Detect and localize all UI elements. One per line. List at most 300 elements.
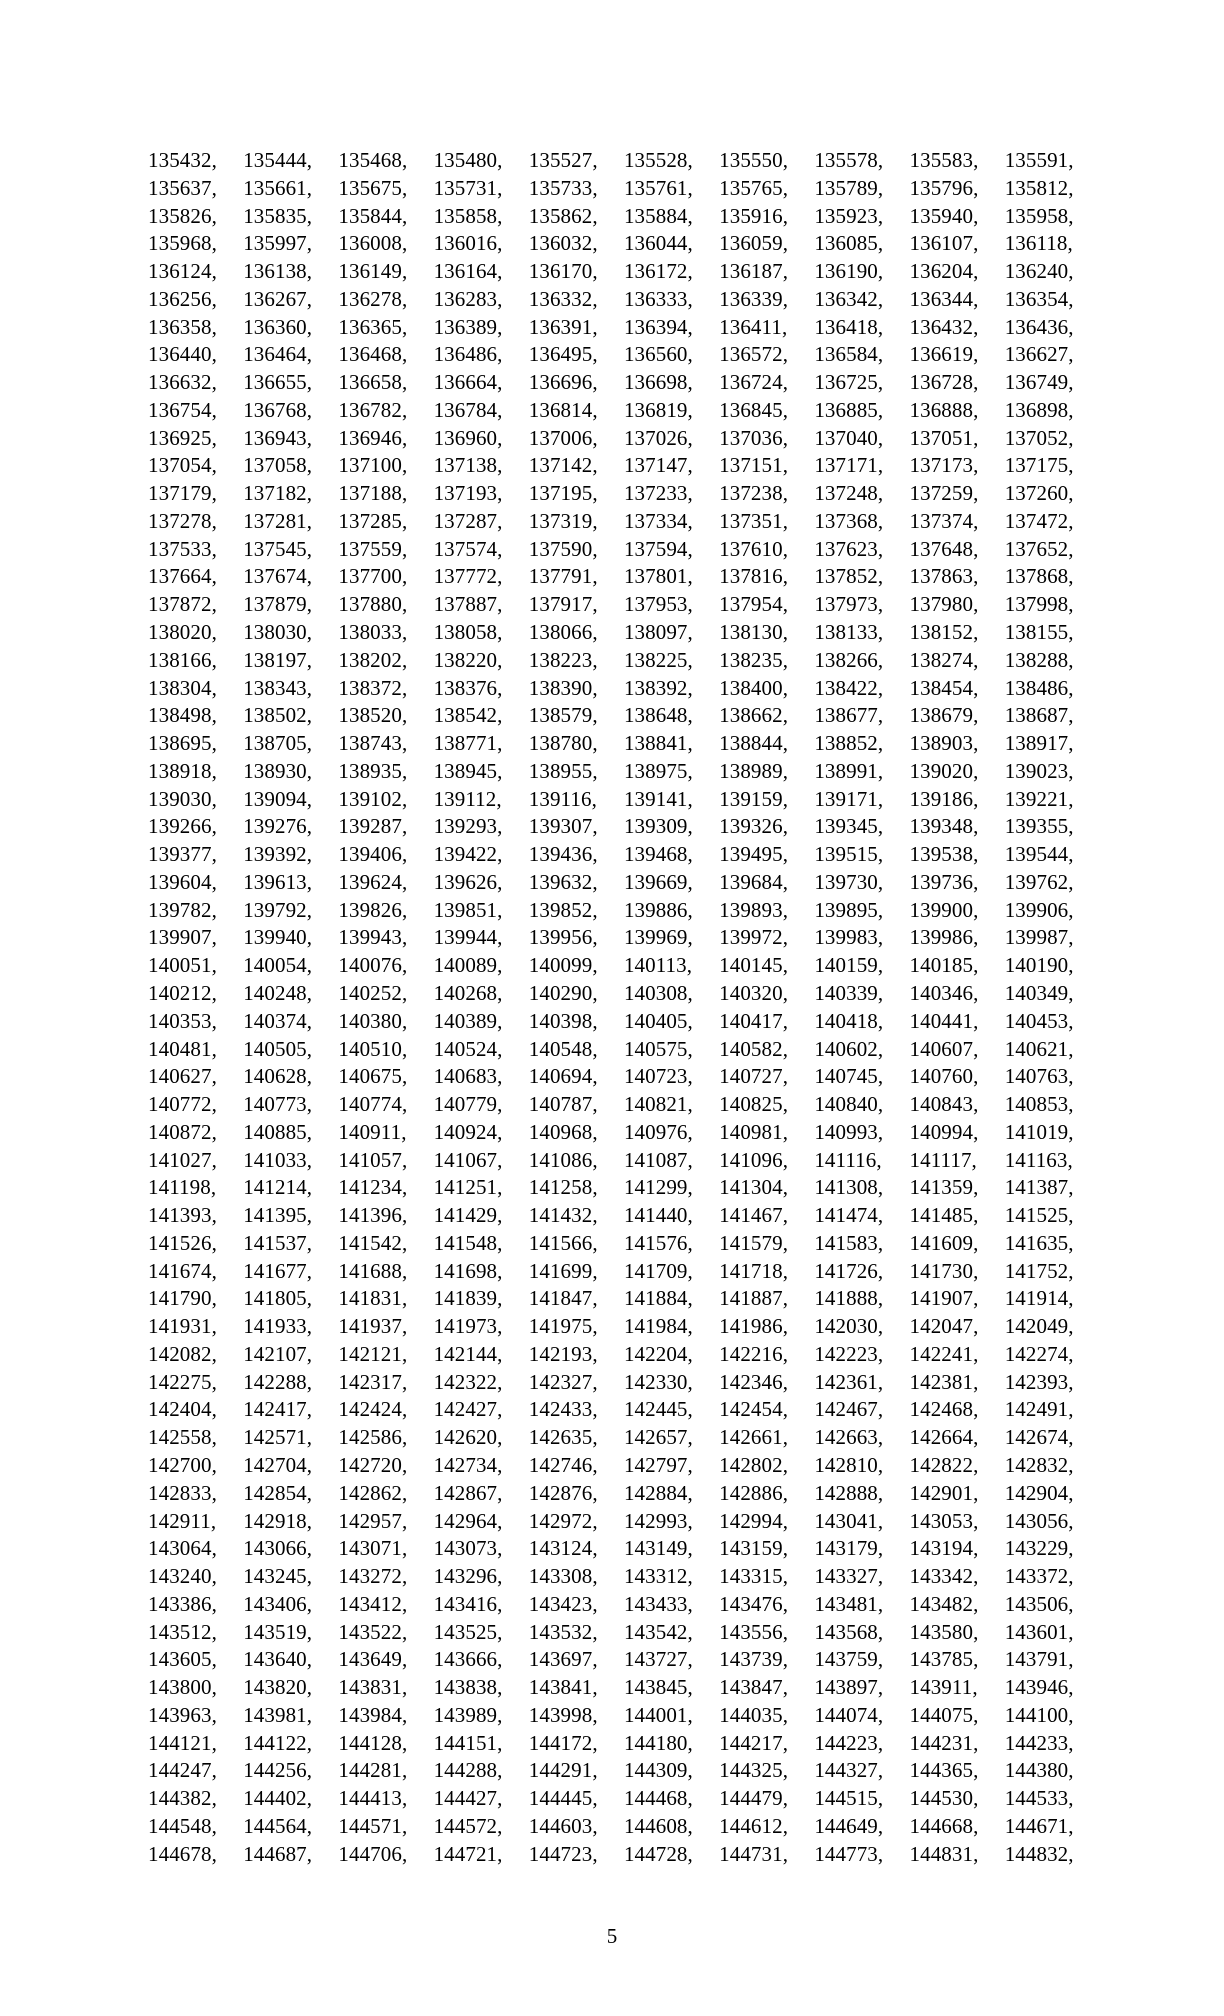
number-cell: 140076, bbox=[338, 953, 408, 978]
number-cell: 135591, bbox=[1004, 148, 1074, 172]
number-cell: 138454, bbox=[909, 675, 979, 700]
number-cell: 136754, bbox=[148, 397, 217, 422]
number-cell: 139276, bbox=[243, 814, 313, 839]
number-cell: 138989, bbox=[719, 758, 789, 783]
number-cell: 139436, bbox=[528, 842, 598, 867]
number-cell: 144075, bbox=[909, 1702, 979, 1727]
number-cell: 144180, bbox=[623, 1730, 693, 1755]
number-cell: 143605, bbox=[148, 1647, 217, 1672]
number-cell: 137816, bbox=[719, 564, 789, 589]
number-cell: 136124, bbox=[148, 259, 217, 284]
number-cell: 138223, bbox=[528, 647, 598, 672]
number-cell: 137674, bbox=[243, 564, 313, 589]
number-cell: 140760, bbox=[909, 1064, 979, 1089]
number-cell: 139987, bbox=[1004, 925, 1074, 950]
number-cell: 140374, bbox=[243, 1008, 313, 1033]
number-cell: 141214, bbox=[243, 1175, 313, 1200]
number-cell: 140968, bbox=[528, 1119, 598, 1144]
number-cell: 143423, bbox=[528, 1591, 598, 1616]
number-cell: 139900, bbox=[909, 897, 979, 922]
number-cell: 144172, bbox=[528, 1730, 598, 1755]
number-cell: 138852, bbox=[814, 731, 884, 756]
number-row bbox=[148, 869, 1100, 897]
number-cell: 143838, bbox=[433, 1675, 503, 1700]
number-cell: 144413, bbox=[338, 1786, 408, 1811]
number-cell: 138274, bbox=[909, 647, 979, 672]
number-cell: 143666, bbox=[433, 1647, 503, 1672]
number-cell: 140320, bbox=[719, 980, 789, 1005]
number-cell: 144001, bbox=[623, 1702, 693, 1727]
number-cell: 138502, bbox=[243, 703, 313, 728]
number-cell: 135733, bbox=[528, 175, 598, 200]
number-cell: 140843, bbox=[909, 1092, 979, 1117]
number-cell: 141933, bbox=[243, 1314, 313, 1339]
number-cell: 138662, bbox=[719, 703, 789, 728]
number-cell: 140675, bbox=[338, 1064, 408, 1089]
number-cell: 136032, bbox=[528, 231, 598, 256]
number-cell: 142884, bbox=[623, 1480, 693, 1505]
number-row bbox=[148, 1563, 1100, 1591]
number-row bbox=[148, 730, 1100, 758]
number-row bbox=[148, 1230, 1100, 1258]
number-cell: 143053, bbox=[909, 1508, 979, 1533]
number-cell: 140248, bbox=[243, 980, 313, 1005]
number-cell: 140389, bbox=[433, 1008, 503, 1033]
number-cell: 138066, bbox=[528, 620, 598, 645]
number-cell: 138235, bbox=[719, 647, 789, 672]
number-cell: 142876, bbox=[528, 1480, 598, 1505]
number-cell: 138780, bbox=[528, 731, 598, 756]
number-cell: 143739, bbox=[719, 1647, 789, 1672]
number-cell: 144649, bbox=[814, 1813, 884, 1838]
number-cell: 141839, bbox=[433, 1286, 503, 1311]
number-cell: 137852, bbox=[814, 564, 884, 589]
number-cell: 137040, bbox=[814, 425, 884, 450]
number-cell: 143041, bbox=[814, 1508, 884, 1533]
number-cell: 141258, bbox=[528, 1175, 598, 1200]
number-cell: 136440, bbox=[148, 342, 217, 367]
number-cell: 136436, bbox=[1004, 314, 1074, 339]
number-cell: 143327, bbox=[814, 1564, 884, 1589]
number-row bbox=[148, 1174, 1100, 1202]
number-cell: 140683, bbox=[433, 1064, 503, 1089]
number-cell: 144128, bbox=[338, 1730, 408, 1755]
number-cell: 136278, bbox=[338, 286, 408, 311]
number-cell: 135528, bbox=[623, 148, 693, 172]
number-cell: 142107, bbox=[243, 1341, 313, 1366]
number-cell: 136118, bbox=[1004, 231, 1073, 256]
number-cell: 135583, bbox=[909, 148, 979, 172]
number-cell: 136784, bbox=[433, 397, 503, 422]
number-cell: 139669, bbox=[623, 869, 693, 894]
number-cell: 141884, bbox=[623, 1286, 693, 1311]
number-row bbox=[148, 758, 1100, 786]
number-cell: 140872, bbox=[148, 1119, 217, 1144]
number-cell: 137319, bbox=[528, 508, 598, 533]
number-cell: 136333, bbox=[623, 286, 693, 311]
number-cell: 142427, bbox=[433, 1397, 503, 1422]
number-cell: 141709, bbox=[623, 1258, 693, 1283]
number-cell: 140774, bbox=[338, 1092, 408, 1117]
number-cell: 143194, bbox=[909, 1536, 979, 1561]
number-cell: 144671, bbox=[1004, 1813, 1074, 1838]
number-cell: 142797, bbox=[623, 1452, 693, 1477]
number-cell: 136391, bbox=[528, 314, 598, 339]
number-cell: 141579, bbox=[719, 1230, 789, 1255]
number-list bbox=[148, 147, 1100, 1868]
number-cell: 140051, bbox=[148, 953, 217, 978]
number-cell: 140911, bbox=[338, 1119, 407, 1144]
number-cell: 135480, bbox=[433, 148, 503, 172]
number-row bbox=[148, 1396, 1100, 1424]
number-cell: 136344, bbox=[909, 286, 979, 311]
number-cell: 143841, bbox=[528, 1675, 598, 1700]
number-row bbox=[148, 924, 1100, 952]
number-cell: 139972, bbox=[719, 925, 789, 950]
number-cell: 144217, bbox=[719, 1730, 789, 1755]
number-cell: 141429, bbox=[433, 1203, 503, 1228]
number-cell: 136885, bbox=[814, 397, 884, 422]
number-cell: 137652, bbox=[1004, 536, 1074, 561]
number-cell: 144530, bbox=[909, 1786, 979, 1811]
number-cell: 139906, bbox=[1004, 897, 1074, 922]
number-cell: 138097, bbox=[623, 620, 693, 645]
number-cell: 136256, bbox=[148, 286, 217, 311]
number-cell: 142993, bbox=[623, 1508, 693, 1533]
number-cell: 143512, bbox=[148, 1619, 217, 1644]
number-cell: 138520, bbox=[338, 703, 408, 728]
number-cell: 136584, bbox=[814, 342, 884, 367]
number-cell: 135444, bbox=[243, 148, 313, 172]
number-cell: 136085, bbox=[814, 231, 884, 256]
number-row bbox=[148, 1063, 1100, 1091]
number-cell: 137559, bbox=[338, 536, 408, 561]
number-cell: 137545, bbox=[243, 536, 313, 561]
number-cell: 143066, bbox=[243, 1536, 313, 1561]
number-row bbox=[148, 1619, 1100, 1647]
number-cell: 136432, bbox=[909, 314, 979, 339]
number-cell: 143433, bbox=[623, 1591, 693, 1616]
number-cell: 136845, bbox=[719, 397, 789, 422]
number-cell: 141440, bbox=[623, 1203, 693, 1228]
number-cell: 136172, bbox=[623, 259, 693, 284]
number-cell: 140924, bbox=[433, 1119, 503, 1144]
number-row bbox=[148, 1591, 1100, 1619]
number-cell: 144728, bbox=[623, 1841, 693, 1866]
number-cell: 142317, bbox=[338, 1369, 408, 1394]
number-cell: 143946, bbox=[1004, 1675, 1074, 1700]
number-cell: 136008, bbox=[338, 231, 408, 256]
number-cell: 135432, bbox=[148, 148, 217, 172]
number-cell: 140821, bbox=[623, 1092, 693, 1117]
number-cell: 142030, bbox=[814, 1314, 884, 1339]
number-row bbox=[148, 1702, 1100, 1730]
number-cell: 136365, bbox=[338, 314, 408, 339]
number-cell: 136190, bbox=[814, 259, 884, 284]
page-number: 5 bbox=[606, 1924, 618, 1948]
number-cell: 137880, bbox=[338, 592, 408, 617]
number-cell: 141888, bbox=[814, 1286, 884, 1311]
number-cell: 136495, bbox=[528, 342, 598, 367]
number-cell: 144468, bbox=[623, 1786, 693, 1811]
number-row bbox=[148, 452, 1100, 480]
number-cell: 136107, bbox=[909, 231, 979, 256]
number-cell: 141393, bbox=[148, 1203, 217, 1228]
number-cell: 143056, bbox=[1004, 1508, 1074, 1533]
number-cell: 141432, bbox=[528, 1203, 598, 1228]
number-cell: 135958, bbox=[1004, 203, 1074, 228]
number-cell: 143073, bbox=[433, 1536, 503, 1561]
number-cell: 141467, bbox=[719, 1203, 789, 1228]
number-cell: 137100, bbox=[338, 453, 408, 478]
number-cell: 135637, bbox=[148, 175, 217, 200]
number-cell: 144603, bbox=[528, 1813, 598, 1838]
number-cell: 141688, bbox=[338, 1258, 408, 1283]
number-cell: 141542, bbox=[338, 1230, 408, 1255]
number-cell: 137574, bbox=[433, 536, 503, 561]
number-cell: 136724, bbox=[719, 370, 789, 395]
number-cell: 141831, bbox=[338, 1286, 408, 1311]
number-cell: 138058, bbox=[433, 620, 503, 645]
number-cell: 143963, bbox=[148, 1702, 217, 1727]
number-cell: 144231, bbox=[909, 1730, 979, 1755]
number-cell: 136725, bbox=[814, 370, 884, 395]
number-cell: 138975, bbox=[623, 758, 693, 783]
number-row bbox=[148, 1813, 1100, 1841]
number-cell: 141163, bbox=[1004, 1147, 1073, 1172]
number-cell: 143981, bbox=[243, 1702, 313, 1727]
number-cell: 140694, bbox=[528, 1064, 598, 1089]
number-cell: 144668, bbox=[909, 1813, 979, 1838]
number-cell: 140621, bbox=[1004, 1036, 1074, 1061]
number-cell: 143532, bbox=[528, 1619, 598, 1644]
number-cell: 139377, bbox=[148, 842, 217, 867]
number-cell: 138542, bbox=[433, 703, 503, 728]
number-cell: 142802, bbox=[719, 1452, 789, 1477]
number-cell: 139094, bbox=[243, 786, 313, 811]
number-cell: 135796, bbox=[909, 175, 979, 200]
number-cell: 135940, bbox=[909, 203, 979, 228]
number-cell: 141474, bbox=[814, 1203, 884, 1228]
number-cell: 141718, bbox=[719, 1258, 789, 1283]
number-cell: 136768, bbox=[243, 397, 313, 422]
number-cell: 142862, bbox=[338, 1480, 408, 1505]
number-cell: 139944, bbox=[433, 925, 503, 950]
number-cell: 140607, bbox=[909, 1036, 979, 1061]
number-cell: 141067, bbox=[433, 1147, 503, 1172]
number-cell: 136418, bbox=[814, 314, 884, 339]
number-cell: 140885, bbox=[243, 1119, 313, 1144]
number-cell: 144327, bbox=[814, 1758, 884, 1783]
number-cell: 136943, bbox=[243, 425, 313, 450]
number-cell: 143727, bbox=[623, 1647, 693, 1672]
number-row bbox=[148, 536, 1100, 564]
number-cell: 135765, bbox=[719, 175, 789, 200]
number-cell: 142361, bbox=[814, 1369, 884, 1394]
number-cell: 136360, bbox=[243, 314, 313, 339]
number-cell: 140481, bbox=[148, 1036, 217, 1061]
number-row bbox=[148, 647, 1100, 675]
number-cell: 138579, bbox=[528, 703, 598, 728]
number-cell: 141907, bbox=[909, 1286, 979, 1311]
number-row bbox=[148, 591, 1100, 619]
number-cell: 144365, bbox=[909, 1758, 979, 1783]
number-cell: 141299, bbox=[623, 1175, 693, 1200]
number-cell: 142274, bbox=[1004, 1341, 1074, 1366]
number-cell: 140290, bbox=[528, 980, 598, 1005]
number-cell: 139538, bbox=[909, 842, 979, 867]
number-row bbox=[148, 1757, 1100, 1785]
number-cell: 143372, bbox=[1004, 1564, 1074, 1589]
number-cell: 136394, bbox=[623, 314, 693, 339]
number-cell: 140840, bbox=[814, 1092, 884, 1117]
number-cell: 143296, bbox=[433, 1564, 503, 1589]
number-cell: 137533, bbox=[148, 536, 217, 561]
number-cell: 137285, bbox=[338, 508, 408, 533]
number-cell: 144223, bbox=[814, 1730, 884, 1755]
number-cell: 140772, bbox=[148, 1092, 217, 1117]
number-cell: 141116, bbox=[814, 1147, 882, 1172]
number-cell: 141548, bbox=[433, 1230, 503, 1255]
number-cell: 142445, bbox=[623, 1397, 693, 1422]
number-row bbox=[148, 1341, 1100, 1369]
number-cell: 137052, bbox=[1004, 425, 1074, 450]
number-cell: 140773, bbox=[243, 1092, 313, 1117]
number-cell: 137590, bbox=[528, 536, 598, 561]
number-cell: 139171, bbox=[814, 786, 884, 811]
number-cell: 139307, bbox=[528, 814, 598, 839]
number-cell: 136411, bbox=[719, 314, 788, 339]
number-cell: 141019, bbox=[1004, 1119, 1074, 1144]
number-cell: 138304, bbox=[148, 675, 217, 700]
number-cell: 142204, bbox=[623, 1341, 693, 1366]
number-cell: 142558, bbox=[148, 1425, 217, 1450]
number-cell: 137171, bbox=[814, 453, 884, 478]
number-cell: 139792, bbox=[243, 897, 313, 922]
number-cell: 137664, bbox=[148, 564, 217, 589]
number-cell: 140779, bbox=[433, 1092, 503, 1117]
number-cell: 139515, bbox=[814, 842, 884, 867]
number-cell: 142433, bbox=[528, 1397, 598, 1422]
number-cell: 138392, bbox=[623, 675, 693, 700]
number-cell: 137054, bbox=[148, 453, 217, 478]
number-cell: 140417, bbox=[719, 1008, 789, 1033]
number-cell: 142886, bbox=[719, 1480, 789, 1505]
number-row bbox=[148, 841, 1100, 869]
number-cell: 138695, bbox=[148, 731, 217, 756]
number-cell: 140582, bbox=[719, 1036, 789, 1061]
number-cell: 137374, bbox=[909, 508, 979, 533]
number-cell: 141576, bbox=[623, 1230, 693, 1255]
number-cell: 142911, bbox=[148, 1508, 217, 1533]
number-cell: 143416, bbox=[433, 1591, 503, 1616]
number-cell: 142994, bbox=[719, 1508, 789, 1533]
number-cell: 135527, bbox=[528, 148, 598, 172]
number-cell: 143820, bbox=[243, 1675, 313, 1700]
number-cell: 135789, bbox=[814, 175, 884, 200]
number-cell: 142832, bbox=[1004, 1452, 1074, 1477]
number-cell: 143847, bbox=[719, 1675, 789, 1700]
number-cell: 140308, bbox=[623, 980, 693, 1005]
number-cell: 143149, bbox=[623, 1536, 693, 1561]
number-cell: 141984, bbox=[623, 1314, 693, 1339]
number-cell: 143759, bbox=[814, 1647, 884, 1672]
number-row bbox=[148, 341, 1100, 369]
number-cell: 142833, bbox=[148, 1480, 217, 1505]
number-cell: 138133, bbox=[814, 620, 884, 645]
number-cell: 140505, bbox=[243, 1036, 313, 1061]
number-cell: 141914, bbox=[1004, 1286, 1074, 1311]
number-cell: 140628, bbox=[243, 1064, 313, 1089]
number-cell: 138844, bbox=[719, 731, 789, 756]
number-cell: 136358, bbox=[148, 314, 217, 339]
number-cell: 140787, bbox=[528, 1092, 598, 1117]
number-row bbox=[148, 480, 1100, 508]
number-cell: 139406, bbox=[338, 842, 408, 867]
number-cell: 138372, bbox=[338, 675, 408, 700]
number-cell: 144515, bbox=[814, 1786, 884, 1811]
number-cell: 142468, bbox=[909, 1397, 979, 1422]
number-cell: 139287, bbox=[338, 814, 408, 839]
number-cell: 137238, bbox=[719, 481, 789, 506]
number-cell: 143482, bbox=[909, 1591, 979, 1616]
number-row bbox=[148, 1119, 1100, 1147]
number-cell: 136960, bbox=[433, 425, 503, 450]
number-cell: 136283, bbox=[433, 286, 503, 311]
number-cell: 142121, bbox=[338, 1341, 408, 1366]
number-cell: 138991, bbox=[814, 758, 884, 783]
number-cell: 137259, bbox=[909, 481, 979, 506]
number-cell: 143791, bbox=[1004, 1647, 1074, 1672]
number-cell: 136888, bbox=[909, 397, 979, 422]
number-cell: 142223, bbox=[814, 1341, 884, 1366]
number-cell: 142082, bbox=[148, 1341, 217, 1366]
number-cell: 144380, bbox=[1004, 1758, 1074, 1783]
number-cell: 144382, bbox=[148, 1786, 217, 1811]
number-cell: 140763, bbox=[1004, 1064, 1074, 1089]
number-cell: 142663, bbox=[814, 1425, 884, 1450]
number-cell: 139736, bbox=[909, 869, 979, 894]
number-cell: 142901, bbox=[909, 1480, 979, 1505]
number-cell: 136898, bbox=[1004, 397, 1074, 422]
number-cell: 142734, bbox=[433, 1452, 503, 1477]
number-cell: 142049, bbox=[1004, 1314, 1074, 1339]
number-cell: 140405, bbox=[623, 1008, 693, 1033]
number-cell: 142972, bbox=[528, 1508, 598, 1533]
number-cell: 139626, bbox=[433, 869, 503, 894]
number-cell: 143542, bbox=[623, 1619, 693, 1644]
number-cell: 138033, bbox=[338, 620, 408, 645]
number-cell: 142193, bbox=[528, 1341, 598, 1366]
number-row bbox=[148, 1036, 1100, 1064]
number-cell: 138903, bbox=[909, 731, 979, 756]
number-cell: 137351, bbox=[719, 508, 789, 533]
number-cell: 144445, bbox=[528, 1786, 598, 1811]
number-cell: 144427, bbox=[433, 1786, 503, 1811]
number-cell: 138917, bbox=[1004, 731, 1074, 756]
number-cell: 137953, bbox=[623, 592, 693, 617]
number-cell: 139141, bbox=[623, 786, 693, 811]
number-cell: 137193, bbox=[433, 481, 503, 506]
number-cell: 141308, bbox=[814, 1175, 884, 1200]
number-cell: 136332, bbox=[528, 286, 598, 311]
number-cell: 136059, bbox=[719, 231, 789, 256]
number-row bbox=[148, 1285, 1100, 1313]
number-cell: 141086, bbox=[528, 1147, 598, 1172]
number-cell: 142454, bbox=[719, 1397, 789, 1422]
number-cell: 138155, bbox=[1004, 620, 1074, 645]
number-cell: 137195, bbox=[528, 481, 598, 506]
